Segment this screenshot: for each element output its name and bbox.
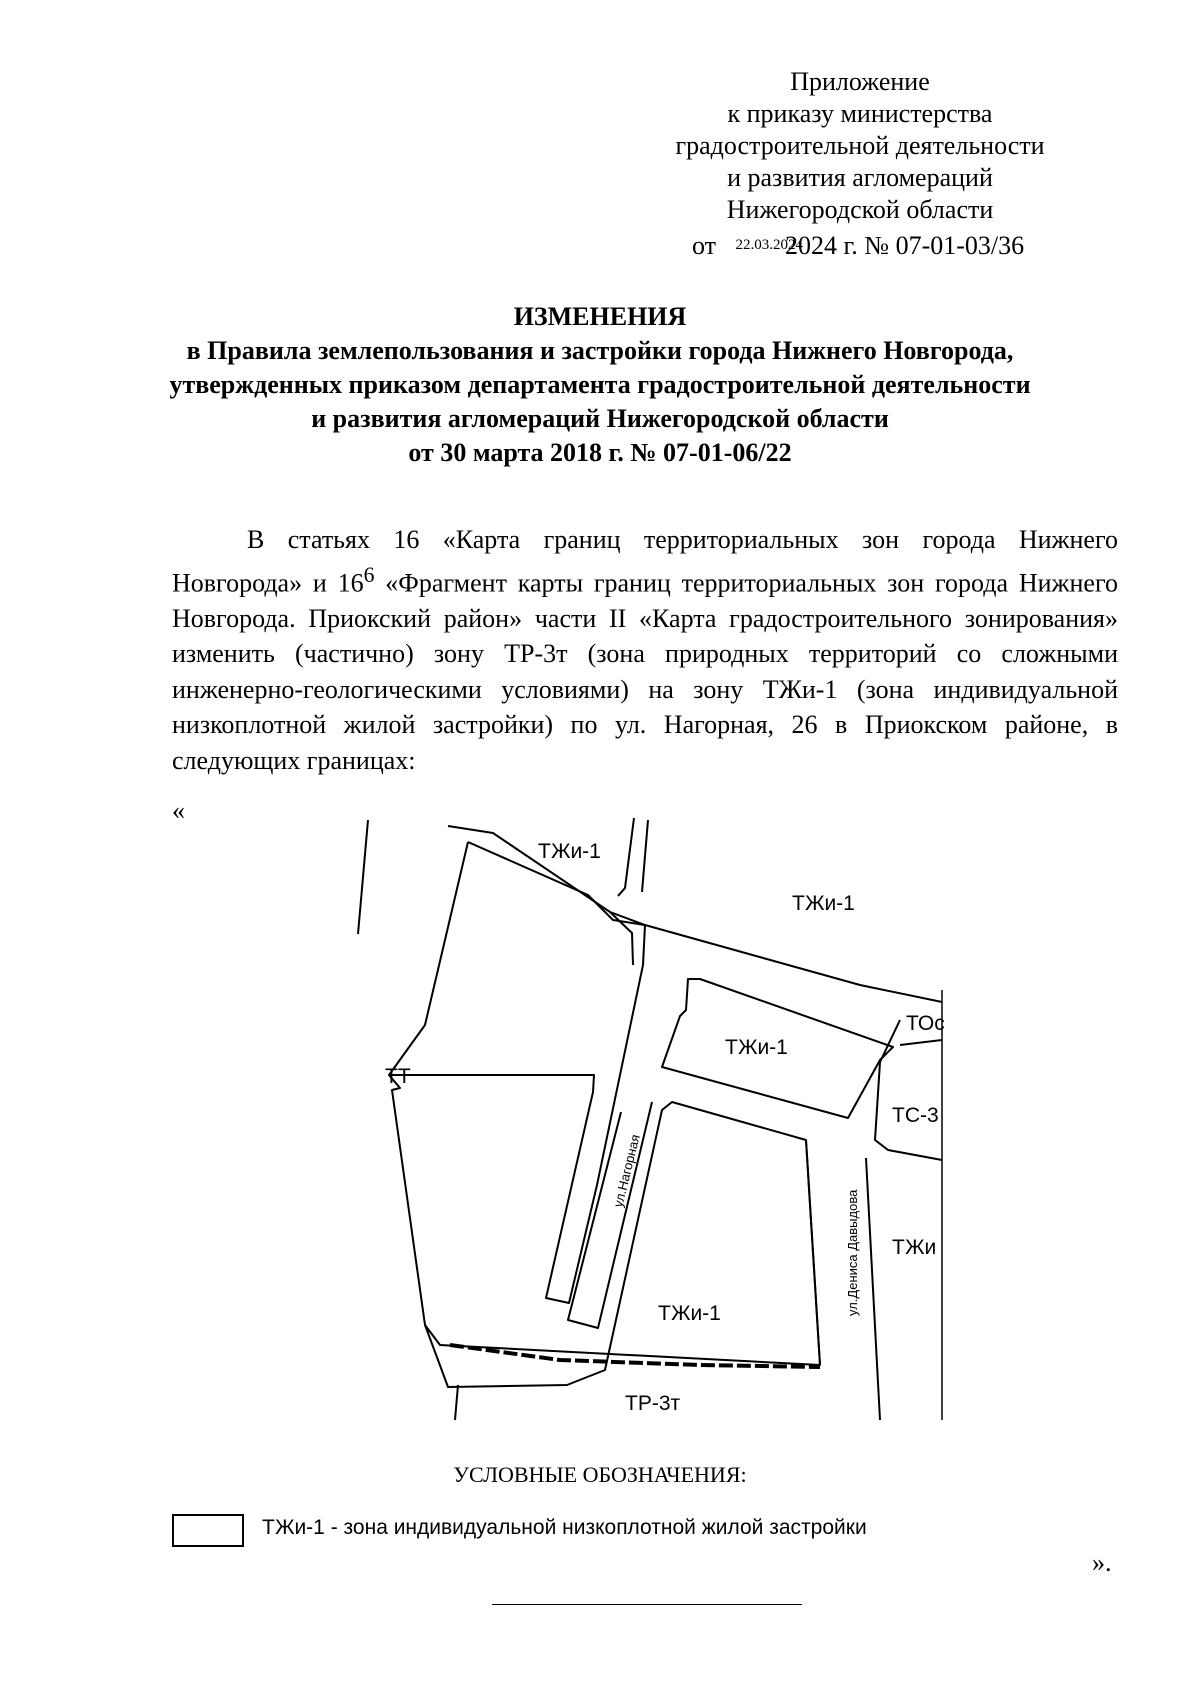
street-label: ул.Дениса Давыдова: [845, 1189, 860, 1316]
body-part-1: В статьях 16 «Карта границ территориальных зон города Нижнего Новгорода» и 16: [172, 525, 1118, 598]
title-line: в Правила землепользования и застройки города Нижнего Новгорода,: [186, 336, 1014, 365]
title-line: и развития агломераций Нижегородской области: [311, 404, 889, 433]
zone-label: ТЖи: [892, 1236, 937, 1259]
end-separator: [492, 1604, 802, 1605]
road-edge: [618, 818, 634, 896]
zone-label: ТР-3т: [625, 1392, 681, 1415]
date-stamp: 22.03.2024: [735, 237, 804, 253]
street-label: ул.Нагорная: [610, 1132, 643, 1209]
zone-label: ТС-3: [892, 1104, 939, 1127]
date-prefix: от: [692, 231, 717, 260]
zone-label: ТТ: [385, 1065, 411, 1088]
legend-swatch: [172, 1514, 244, 1547]
road-edge: [448, 826, 942, 1002]
road-edge: [642, 820, 648, 892]
boundary-line: [455, 1385, 458, 1420]
zone-label: ТЖи-1: [792, 892, 855, 915]
quote-close: ».: [1092, 1548, 1112, 1577]
zone-label: ТЖи-1: [658, 1302, 721, 1325]
zone-label: ТОс: [906, 1012, 945, 1035]
body-superscript: 6: [363, 562, 375, 587]
header-line: Нижегородской области: [726, 195, 994, 224]
title-line: утвержденных приказом департамента градостроительной деятельности: [169, 370, 1031, 399]
header-line: Приложение: [790, 67, 930, 96]
title-heading: ИЗМЕНЕНИЯ: [513, 302, 687, 331]
boundary-line: [358, 820, 368, 934]
legend-title: УСЛОВНЫЕ ОБОЗНАЧЕНИЯ:: [453, 1462, 747, 1487]
zone-label: ТЖи-1: [538, 840, 601, 863]
legend-item: ТЖи-1 - зона индивидуальной низкоплотной жилой застройки: [262, 1516, 867, 1539]
parcel-west-edge: [389, 842, 468, 1075]
order-number: 2024 г. № 07-01-03/36: [785, 231, 1025, 260]
road-edge: [900, 1040, 942, 1045]
body-part-2: «Фрагмент карты границ территориальных зон города Нижнего Новгорода. Приокский район» части II «Карта градостроительного зонирования» изменить (частично) зону ТР-3т (зона природных территорий со сложными инженерно-геологическими условиями) на зону ТЖи-1 (зона индивидуальной низкоплотной жилой застройки) по ул. Нагорная, 26 в Приокском районе, в следующих границах:: [172, 568, 1118, 775]
zone-label: ТЖи-1: [725, 1036, 788, 1059]
parcel-outline: [389, 842, 820, 1387]
road-edge: [866, 1158, 880, 1420]
road-edge: [806, 1140, 820, 1365]
header-line: к приказу министерства: [727, 99, 993, 128]
quote-open: «: [172, 796, 185, 825]
title-line: от 30 марта 2018 г. № 07-01-06/22: [408, 438, 792, 467]
header-line: и развития агломераций: [727, 163, 993, 192]
header-line: градостроительной деятельности: [675, 131, 1045, 160]
